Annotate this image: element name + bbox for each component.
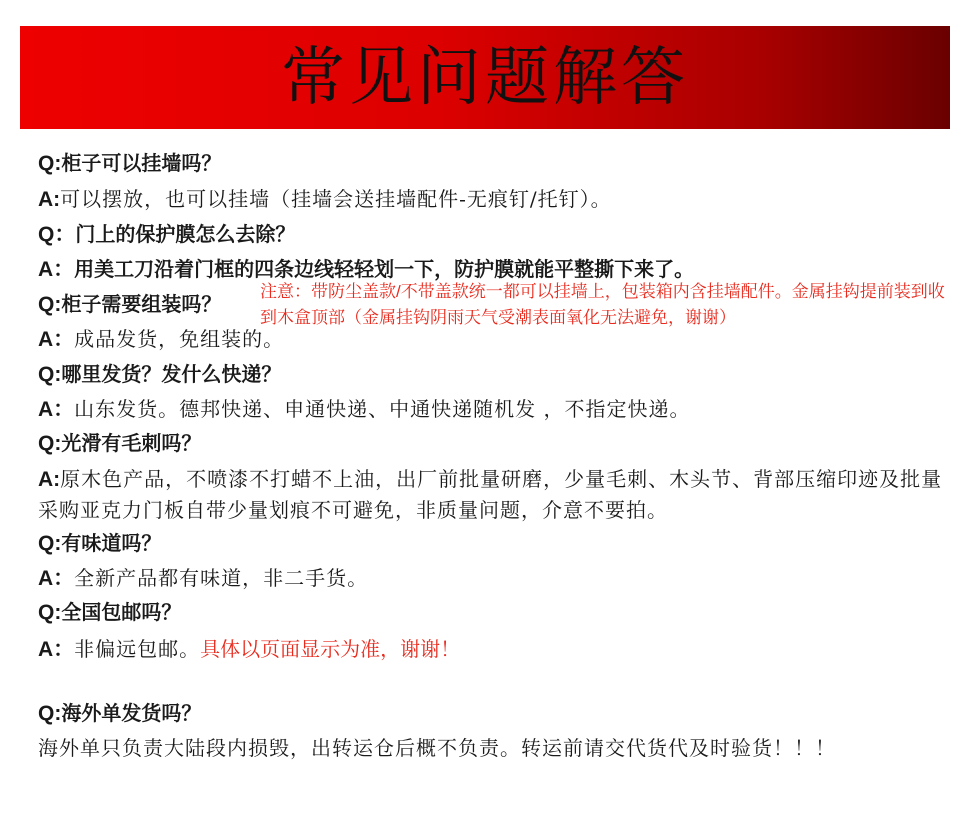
question-text: 全国包邮吗？ (61, 600, 182, 624)
answer-text: 海外单只负责大陆段内损毁，出转运仓后概不负责。转运前请交代货代及时验货！！！ (38, 736, 836, 760)
answer-text: 非偏远包邮。 (74, 637, 201, 661)
question-text: 哪里发货？发什么快递？ (61, 362, 282, 386)
question-prefix: Q: (38, 293, 62, 316)
answer-prefix: A： (38, 638, 75, 661)
answer-prefix: A: (38, 188, 61, 211)
faq-question (38, 530, 161, 557)
faq-question (38, 150, 221, 177)
question-text: 柜子需要组装吗？ (61, 292, 222, 316)
faq-question (38, 221, 295, 248)
faq-answer (38, 186, 612, 213)
question-text: 门上的保护膜怎么去除？ (75, 222, 296, 246)
answer-prefix: A： (38, 398, 75, 421)
question-prefix: Q: (38, 702, 62, 725)
title-banner (20, 26, 950, 129)
question-prefix: Q: (38, 432, 62, 455)
faq-question (38, 599, 181, 626)
answer-note-red: 具体以页面显示为准，谢谢！ (200, 639, 461, 661)
faq-answer (38, 396, 691, 423)
answer-text: 用美工刀沿着门框的四条边线轻轻划一下，防护膜就能平整撕下来了。 (74, 257, 695, 281)
answer-prefix: A： (38, 567, 75, 590)
question-prefix: Q: (38, 601, 62, 624)
question-prefix: Q： (38, 223, 76, 246)
faq-answer (38, 326, 284, 353)
question-prefix: Q: (38, 152, 62, 175)
question-text: 海外单发货吗？ (61, 701, 202, 725)
question-prefix: Q: (38, 363, 62, 386)
page-title: 常见问题解答 (281, 40, 689, 115)
answer-text: 全新产品都有味道，非二手货。 (74, 566, 369, 590)
mounting-note: 注意：带防尘盖款/不带盖款统一都可以挂墙上，包装箱内含挂墙配件。金属挂钩提前装到收到木盒顶部（金属挂钩阴雨天气受潮表面氧化无法避免，谢谢） (260, 282, 945, 327)
question-prefix: Q: (38, 532, 62, 555)
question-text: 有味道吗？ (61, 531, 162, 555)
faq-question (38, 700, 201, 727)
answer-prefix: A： (38, 328, 75, 351)
question-text: 柜子可以挂墙吗？ (61, 151, 222, 175)
faq-answer (38, 735, 836, 761)
faq-question (38, 291, 221, 318)
faq-answer (38, 565, 368, 592)
faq-question (38, 430, 201, 457)
faq-answer (38, 636, 460, 663)
answer-text: 原木色产品，不喷漆不打蜡不上油，出厂前批量研磨，少量毛刺、木头节、背部压缩印迹及批量采购亚克力门板自带少量划痕不可避免，非质量问题，介意不要拍。 (38, 467, 943, 522)
answer-text: 可以摆放，也可以挂墙（挂墙会送挂墙配件-无痕钉/托钉）。 (60, 187, 612, 211)
faq-question (38, 361, 281, 388)
answer-prefix: A: (38, 468, 61, 491)
answer-prefix: A： (38, 258, 75, 281)
answer-text: 山东发货。德邦快递、申通快递、中通快递随机发 ，不指定快递。 (74, 397, 691, 421)
faq-answer (38, 464, 943, 525)
answer-text: 成品发货，免组装的。 (74, 327, 285, 351)
question-text: 光滑有毛刺吗？ (61, 431, 202, 455)
